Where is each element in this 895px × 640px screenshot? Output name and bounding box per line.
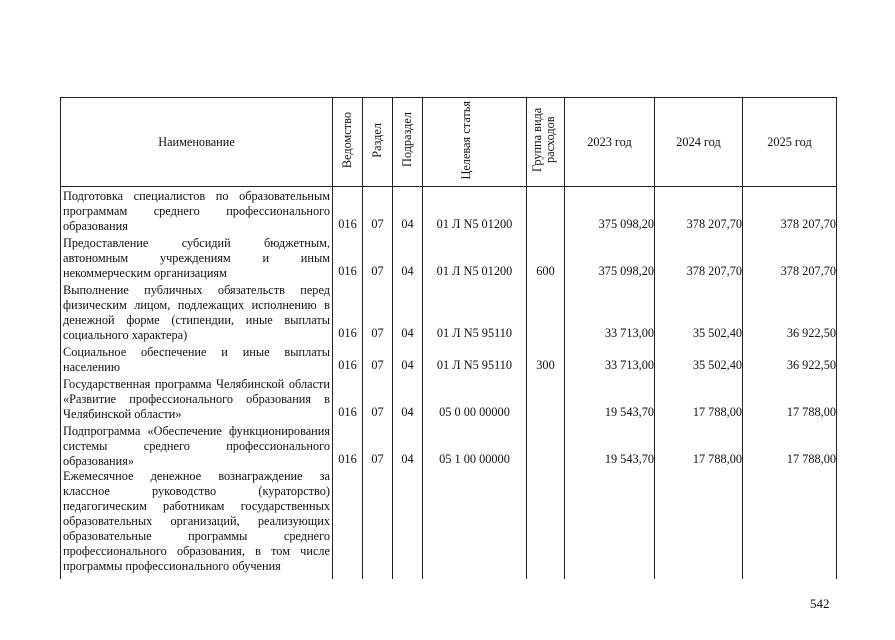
row-razdel: 07	[363, 187, 393, 234]
row-target: 01 Л N5 01200	[423, 187, 527, 234]
row-2024: 17 788,00	[655, 422, 743, 469]
row-target: 01 Л N5 95110	[423, 281, 527, 343]
table-row	[61, 469, 837, 579]
header-podrazdel	[393, 98, 423, 187]
header-group	[527, 98, 565, 187]
row-2025: 36 922,50	[743, 343, 837, 375]
row-group: 300	[527, 343, 565, 375]
row-name: Государственная программа Челябинской области «Развитие профессионального образования в Челябинской области»	[61, 375, 333, 422]
row-name: Выполнение публичных обязательств перед физическим лицом, подлежащих исполнению в денежной форме (стипендии, иные выплаты социального характера)	[61, 281, 333, 343]
page-number: 542	[810, 596, 830, 611]
row-2025: 17 788,00	[743, 375, 837, 422]
header-podrazdel-label: Подраздел	[400, 112, 414, 168]
row-name: Социальное обеспечение и иные выплаты населению	[61, 343, 333, 375]
row-group	[527, 375, 565, 422]
row-ved: 016	[333, 234, 363, 281]
header-target	[423, 98, 527, 187]
row-2023: 19 543,70	[565, 375, 655, 422]
row-ved: 016	[333, 422, 363, 469]
row-podrazdel: 04	[393, 281, 423, 343]
row-2023: 19 543,70	[565, 422, 655, 469]
row-name: Предоставление субсидий бюджетным, автономным учреждениям и иным некоммерческим организациям	[61, 234, 333, 281]
row-podrazdel: 04	[393, 375, 423, 422]
row-name: Ежемесячное денежное вознаграждение за классное руководство (кураторство) педагогическим работникам государственных образовательных организаций, реализующих образовательные программы среднего профессионального образования, в том числе программы профессионального обучения	[61, 469, 333, 579]
row-group	[527, 187, 565, 234]
row-2023: 33 713,00	[565, 343, 655, 375]
budget-table	[60, 97, 837, 579]
row-2024: 378 207,70	[655, 234, 743, 281]
row-razdel: 07	[363, 281, 393, 343]
header-name: Наименование	[61, 98, 333, 187]
row-razdel: 07	[363, 234, 393, 281]
row-2023: 375 098,20	[565, 187, 655, 234]
row-2023	[565, 469, 655, 579]
header-vedomstvo-label: Ведомство	[340, 111, 354, 169]
header-razdel-label: Раздел	[370, 122, 384, 158]
row-2025: 378 207,70	[743, 234, 837, 281]
row-ved: 016	[333, 281, 363, 343]
row-group	[527, 281, 565, 343]
row-razdel: 07	[363, 375, 393, 422]
header-group-label: Группа вида расходов	[529, 107, 557, 173]
row-2025: 17 788,00	[743, 422, 837, 469]
row-name: Подготовка специалистов по образовательным программам среднего профессионального образования	[61, 187, 333, 234]
row-razdel: 07	[363, 422, 393, 469]
row-podrazdel: 04	[393, 187, 423, 234]
row-2024	[655, 469, 743, 579]
header-razdel	[363, 98, 393, 187]
row-razdel: 07	[363, 343, 393, 375]
row-podrazdel	[393, 469, 423, 579]
row-ved: 016	[333, 375, 363, 422]
row-razdel	[363, 469, 393, 579]
row-target: 01 Л N5 01200	[423, 234, 527, 281]
row-2024: 35 502,40	[655, 343, 743, 375]
table-row	[61, 187, 837, 234]
table-row	[61, 343, 837, 375]
row-group: 600	[527, 234, 565, 281]
row-2024: 35 502,40	[655, 281, 743, 343]
row-target	[423, 469, 527, 579]
row-podrazdel: 04	[393, 422, 423, 469]
row-ved: 016	[333, 343, 363, 375]
row-target: 01 Л N5 95110	[423, 343, 527, 375]
row-2024: 378 207,70	[655, 187, 743, 234]
header-2024: 2024 год	[655, 98, 743, 187]
table-row	[61, 375, 837, 422]
header-2023: 2023 год	[565, 98, 655, 187]
table-row	[61, 234, 837, 281]
row-2025	[743, 469, 837, 579]
header-2025: 2025 год	[743, 98, 837, 187]
row-group	[527, 422, 565, 469]
row-group	[527, 469, 565, 579]
row-target: 05 0 00 00000	[423, 375, 527, 422]
row-podrazdel: 04	[393, 343, 423, 375]
table-row	[61, 422, 837, 469]
row-name: Подпрограмма «Обеспечение функционирования системы среднего профессионального образования»	[61, 422, 333, 469]
row-ved: 016	[333, 187, 363, 234]
row-2025: 36 922,50	[743, 281, 837, 343]
row-2023: 33 713,00	[565, 281, 655, 343]
header-vedomstvo	[333, 98, 363, 187]
header-target-label: Целевая статья	[458, 100, 473, 180]
row-ved	[333, 469, 363, 579]
row-2023: 375 098,20	[565, 234, 655, 281]
row-2024: 17 788,00	[655, 375, 743, 422]
table-row	[61, 281, 837, 343]
row-2025: 378 207,70	[743, 187, 837, 234]
row-podrazdel: 04	[393, 234, 423, 281]
table-header-row	[61, 98, 837, 187]
row-target: 05 1 00 00000	[423, 422, 527, 469]
